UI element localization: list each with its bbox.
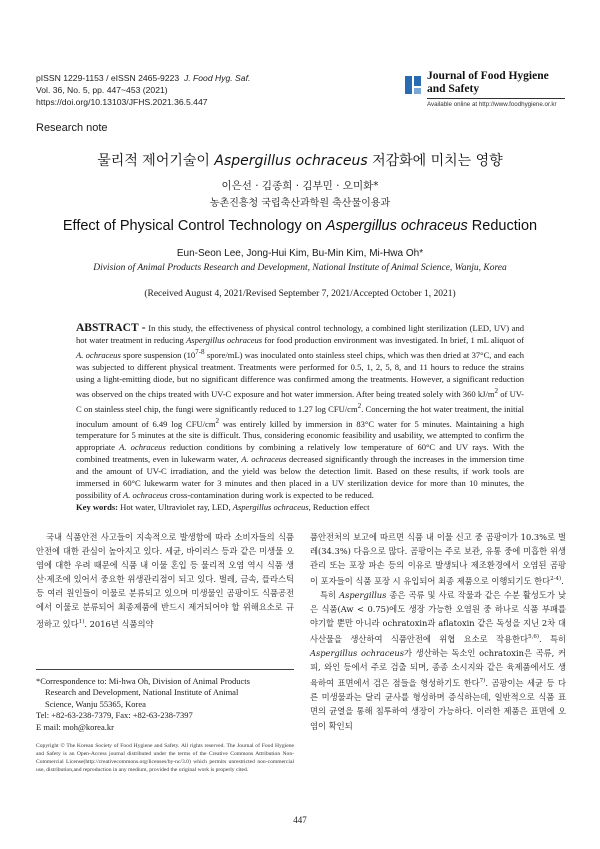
body-text: 국내 식품안전 사고들이 지속적으로 발생함에 따라 소비자들의 식품안전에 대한 관심이 높아지고 있다. 세균, 바이러스 등과 같은 미생물 오염에 대한 우려 때문에 식품 내 이물 혼입 등 물리적 오염 역시 식품 생산·제조에 있어서 중요한 위생관리점이 되고 있다. 벌레, 금속, 플라스틱 등 여러 원인들이 이물로 분류되고 있으며 미생물인 곰팡이도 식품공전에서 이물로 분류되어 최종제품에 반드시 제거되어야 할 위해요소로 규정하고 있다 [36, 532, 294, 629]
correspondence-note [36, 676, 294, 733]
korean-title-prefix: 물리적 제어기술이 [97, 153, 215, 169]
abstract-text: of UV-C on stainless steel chip, the fungi were significantly reduced to 1.27 log CFU/cm [76, 388, 524, 414]
keywords-text: Hot water, Ultraviolet ray, LED, [118, 502, 233, 512]
journal-logo-icon [405, 76, 421, 94]
footnote-rule [36, 669, 294, 670]
korean-affiliation: 농촌진흥청 국립축산과학원 축산물이용과 [209, 198, 391, 209]
abstract-label: ABSTRACT - [76, 322, 146, 334]
journal-url[interactable]: Available online at http://www.foodhygiene.or.kr [427, 101, 557, 108]
citation: 2-4) [550, 576, 562, 583]
species-name: A. ochraceus [76, 349, 121, 360]
journal-name: Journal of Food Hygiene and Safety [427, 70, 549, 95]
superscript: 7-8 [195, 348, 205, 356]
body-paragraph [310, 588, 566, 732]
abstract-text: cross-contamination during work is expected to be reduced. [167, 490, 374, 501]
body-text: . [561, 576, 564, 587]
species-name: Aspergillus ochraceus [310, 648, 405, 659]
abstract-text: for food production environment was investigated. In brief, 1 mL aliquot of [262, 335, 524, 345]
korean-title-suffix: 저감화에 미치는 영향 [367, 153, 503, 169]
article-type: Research note [36, 122, 108, 134]
english-title-species: Aspergillus ochraceus [325, 218, 468, 234]
body-text: . 특히 [538, 634, 566, 645]
abstract-text: spore/mL) was inoculated onto stainless steel chips, which was then dried at 37°C, and each was subjected to different physical treatment. Treatments were performed for 0.5, 1, 2, 5, 8, and 11 hours to reduce the strains using a light-emitting diode, but no significant difference was confirmed among the treatments. However, a significant reduction was observed on the chips treated with UV-C exposure and hot water immersion. After being treated solely with 360 kJ/m [76, 349, 525, 399]
superscript: 2 [494, 386, 499, 395]
korean-authors: 이은선 · 김종희 · 김부민 · 오미화* [221, 180, 379, 192]
citation: 1) [78, 618, 85, 625]
body-left-column [36, 530, 294, 630]
english-authors: Eun-Seon Lee, Jong-Hui Kim, Bu-Min Kim, Mi-Hwa Oh* [176, 248, 424, 259]
keywords-species: Aspergillus ochraceus [232, 502, 309, 512]
abstract-text: decreased significantly through the increases in the immersion time and the amount of UV-C irradiation, and the yield was below the detection limit. Based on these results, if work tools are immersed in 60°C lukewarm water for 3 minutes and then placed in a UV sterilization device for more than 10 minutes, the possibility of [76, 454, 524, 501]
received-dates: (Received August 4, 2021/Revised September 7, 2021/Accepted October 1, 2021) [144, 289, 456, 299]
citation: 5,6) [528, 634, 539, 641]
body-right-column [310, 530, 566, 733]
korean-title [0, 150, 600, 170]
doi-link[interactable]: https://doi.org/10.13103/JFHS.2021.36.5.447 [36, 97, 208, 107]
correspondence-line: Research and Development, National Institute of Animal [45, 687, 239, 698]
body-text: 품안전처의 보고에 따르면 식품 내 이물 신고 중 곰팡이가 10.3%로 벌레(34.3%) 다음으로 많다. 곰팡이는 주로 보관, 유통 중에 미흡한 위생관리 또는 포장 파손 등의 이유로 발생되나 제조환경에서 오염된 곰팡이 포자들이 식품 포장 시 유입되어 최종 제품으로 이행되기도 한다 [310, 532, 566, 587]
keywords [76, 502, 524, 512]
korean-title-species: Aspergillus ochraceus [214, 153, 368, 169]
masthead-rule [427, 98, 565, 99]
page-number: 447 [293, 815, 307, 825]
body-text: 가 생산하는 독소인 ochratoxin은 곡류, 커피, 와인 등에서 주로 검출 되며, 종종 소시지와 같은 육제품에서도 생육하여 표면에서 검은 점들을 형성하기도 한다 [310, 648, 566, 689]
correspondence-phone: Tel: +82-63-238-7379, Fax: +82-63-238-7397 [36, 710, 193, 721]
english-affiliation: Division of Animal Products Research and Development, National Institute of Animal Science, Wanju, Korea [93, 263, 507, 273]
abstract-text: was entirely killed by immersion in 83°C water for 5 minutes. Maintaining a high temperature for 5 minutes at the site is difficult. Thus, considering economic feasibility and usability, we attempted to confirm the appropriate [76, 418, 524, 453]
volume-line: Vol. 36, No. 5, pp. 447~453 (2021) [36, 85, 168, 95]
species-name: A. ochraceus [241, 454, 287, 465]
body-text: 종은 곡류 및 사료 작물과 같은 수분 활성도가 낮은 식품(Aw < 0.75)에도 생장 가능한 오염원 중 하나로 식품 부패를 야기할 뿐만 아니라 ochratoxin과 aflatoxin 같은 독성을 지닌 2차 대사산물을 생산하여 식품안전에 위협 요소로 작용한다 [310, 590, 566, 645]
body-paragraph [310, 530, 566, 588]
issn-block [36, 72, 396, 108]
english-title-suffix: Reduction [467, 218, 538, 234]
correspondence-line: *Correspondence to: Mi-hwa Oh, Division of Animal Products [36, 676, 250, 686]
keywords-label: Key words: [76, 502, 119, 512]
correspondence-email[interactable]: E mail: moh@korea.kr [36, 721, 114, 732]
superscript: 2 [215, 416, 220, 425]
citation: 7) [479, 678, 486, 685]
journal-abbrev: J. Food Hyg. Saf. [183, 73, 251, 83]
abstract-text: reduction conditions by combining a relatively low temperature of 60°C and UV rays. With the combined treatments, even in lukewarm water, [76, 442, 524, 465]
species-name: Aspergillus [339, 590, 387, 601]
correspondence-line: Science, Wanju 55365, Korea [45, 698, 146, 709]
abstract [76, 322, 524, 501]
body-text: . 2016년 식품의약 [84, 618, 154, 629]
superscript: 2 [357, 401, 362, 410]
species-name: Aspergillus ochraceus [186, 335, 263, 345]
abstract-text: . Concerning the hot water treatment, the initial inoculum amount of 6.49 log CFU/cm [76, 403, 524, 429]
abstract-text: In this study, the effectiveness of physical control technology, a combined light sterilization (LED, UV) and hot water treatment in reducing [76, 323, 524, 345]
species-name: A. ochraceus [123, 490, 168, 501]
issn-text: pISSN 1229-1153 / eISSN 2465-9223 [36, 73, 180, 83]
english-title-prefix: Effect of Physical Control Technology on [62, 218, 326, 234]
abstract-text: spore suspension (10 [120, 349, 196, 360]
body-text: 특히 [320, 590, 340, 601]
copyright-notice: Copyright © The Korean Society of Food Hygiene and Safety. All rights reserved. The Journal of Food Hygiene and Safety is an Open-Access journal distributed under the terms of the Creative Commons Attribution Non-Commercial License(http://creativecommons.org/licenses/by-nc/3.0) which permits unrestricted non-commercial use, distribution,and reproduction in any medium, provided the original work is properly cited. [36, 743, 294, 773]
english-title [0, 218, 600, 234]
issn-line [36, 72, 396, 84]
keywords-text: , Reduction effect [308, 502, 370, 512]
species-name: A. ochraceus [119, 442, 166, 453]
body-text: . 곰팡이는 세균 등 다른 미생물과는 달리 균사를 형성하며 증식하는데, 일반적으로 식품 표면의 균열을 통해 침투하여 생장이 가능하다. 이러한 제품은 표면에 오염이 확인되 [310, 678, 566, 731]
